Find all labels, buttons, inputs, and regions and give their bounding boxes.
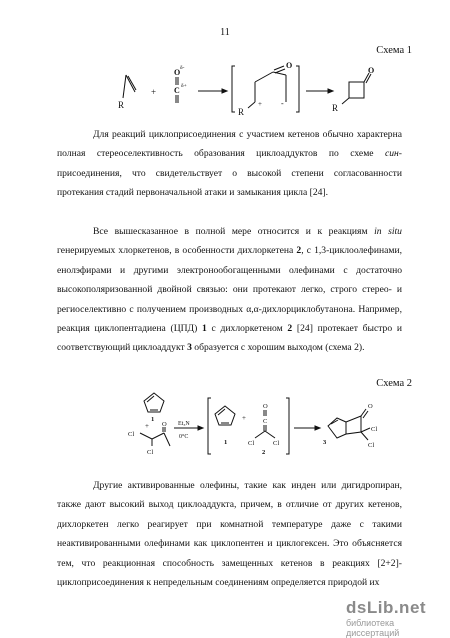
s2-cl1: Cl	[128, 431, 135, 438]
s1-delta-plus: δ+	[181, 83, 187, 89]
s2-o2: O	[263, 403, 268, 410]
s1-r2: R	[238, 107, 245, 117]
s1-charge-minus: -	[281, 99, 284, 108]
s1-c: C	[174, 86, 180, 95]
s1-delta-minus: δ-	[180, 65, 185, 71]
paragraph-3: Другие активированные олефины, такие как инден или дигидропиран, также дают высокий выход циклоаддукта, причем, в отличие от других кетенов, дихлоркетен легко реагирует при комнатной температуре даже с такими неактивированными олефинами как циклопентен и циклогексен. Это объясняется тем, что реакционная способность замещенных кетенов в реакциях [2+2]-циклоприсоединения к непредельным соединениям определяется природой их	[57, 480, 402, 589]
s2-o1: O	[162, 421, 167, 428]
s2-n1: 1	[151, 416, 155, 423]
dslib-watermark	[346, 598, 446, 638]
s2-cl5: Cl	[371, 426, 378, 433]
s2-cl4: Cl	[273, 440, 280, 447]
scheme-1-figure	[110, 58, 380, 120]
s2-n2: 2	[262, 449, 266, 456]
s2-cl3: Cl	[248, 440, 255, 447]
s2-cl6: Cl	[368, 442, 375, 449]
scheme-2-figure	[118, 388, 388, 460]
s1-r1: R	[118, 100, 125, 110]
s1-r3: R	[332, 103, 339, 113]
s2-cl2: Cl	[147, 449, 154, 456]
scheme-1-label: Схема 1	[376, 45, 412, 56]
s2-n3: 3	[323, 439, 327, 446]
s2-o3: O	[368, 403, 373, 410]
s1-plus: +	[151, 87, 157, 97]
s1-o2: O	[286, 61, 293, 70]
paragraph-1: Для реакций циклоприсоединения с участием кетенов обычно характерна полная стереоселективность образования циклоаддуктов по схеме син-присоединения, что свидетельствует о высокой степени согласованности протекания стадий первоначальной атаки и замыкания цикла [24].	[57, 129, 402, 199]
s2-reagent: Et₃N	[178, 421, 190, 427]
s2-temp: 0°C	[179, 434, 189, 440]
paragraph-2: Все вышесказанное в полной мере относится и к реакциям in situ генерируемых хлоркетенов, в особенности дихлоркетена 2, с 1,3-циклоолефинами, енолэфирами и другими электронообогащенными олефинами с достаточно высокополяризованной двойной связью: они протекают легко, строго стерео- и региоселективно с получением производных α,α-дихлорциклобутанона. Например, реакция циклопентадиена (ЦПД) 1 с дихлоркетеном 2 [24] протекает быстро и соответствующий циклоаддукт 3 образуется с хорошим выходом (схема 2).	[57, 226, 402, 354]
s2-plus: +	[145, 422, 149, 430]
s1-o3: O	[368, 66, 375, 75]
s2-plus2: +	[242, 414, 246, 422]
page-number: 11	[220, 27, 230, 38]
s1-o: O	[174, 68, 181, 77]
s1-charge-plus: +	[258, 100, 262, 108]
s2-c: C	[263, 418, 268, 425]
s2-n1b: 1	[224, 439, 228, 446]
watermark-subtitle: библиотека диссертаций	[346, 618, 400, 638]
scheme-2-label: Схема 2	[376, 378, 412, 389]
watermark-logo: dsLib.net	[346, 598, 427, 617]
